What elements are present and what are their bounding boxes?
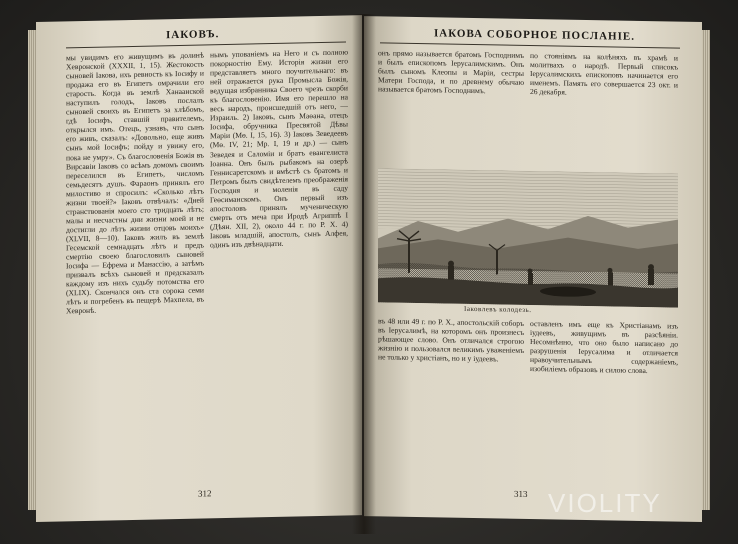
engraving-image: [378, 168, 678, 307]
right-column-3-text: въ 48 или 49 г. по Р. Х., апостольскій соборъ въ Іерусалимѣ, на которомъ онъ произнесъ рѣшающее слово. Онъ отличался строгою жизнію и пользовался великимъ уваженіемъ не только у христіанъ, но и у іудеевъ.: [378, 316, 524, 364]
engraving-caption: Іаковлевъ колодезь.: [464, 304, 532, 315]
left-header-rule: [66, 42, 346, 49]
right-page: [364, 16, 702, 522]
right-column-4: [530, 319, 678, 480]
right-column-2-text: по стояніямъ на колѣняхъ въ храмѣ и молитвахъ о народѣ. Первый списокъ Іерусалимскихъ епископовъ начинается его именемъ. Память его совершается 23 окт. и 26 декабря.: [530, 50, 678, 97]
left-column-2-text: нымъ упованіемъ на Него и съ полною покорностію Ему. Исторія жизни его представляетъ много поучительнаго: въ ней отражается рука Промысла Божія, ведущая избранника Своего чрезъ скорби къ благословенію. Имя его перешло на весь народъ, происшедшій отъ него, — Израиль. 2) Іаковъ, сынъ Маѳана, отецъ Іосифа, обручника Пресвятой Дѣвы Маріи (Мѳ. I, 15, 16). 3) Іаковъ Зеведеевъ (Мѳ. IV, 21; Мр. I, 19 и др.) — сынъ Зеведея и Саломіи и братъ евангелиста Іоанна. Онъ былъ рыбакомъ на озерѣ Геннисаретскомъ и вмѣстѣ съ братомъ и Петромъ былъ свидѣтелемъ преображенія Господня и моленія въ саду Геѳсиманскомъ. Онъ первый изъ апостоловъ принялъ мученическую смерть отъ меча при Иродѣ Агриппѣ I (Дѣян. XII, 2), около 44 г. по Р. Х. 4) Іаковъ младшій, апостолъ, сынъ Алфея, одинъ изъ двѣнадцати.: [210, 47, 348, 250]
right-column-1-text: онъ прямо называется братомъ Господнимъ и былъ епископомъ Іерусалимскимъ. Онъ былъ сыномъ Клеопы и Маріи, сестры Матери Господа, и по древнему обычаю называется братомъ Господнимъ.: [378, 48, 524, 96]
left-page: [36, 15, 362, 522]
right-column-3: [378, 316, 524, 477]
landscape-engraving: [378, 168, 678, 307]
book-gutter-shadow: [352, 14, 376, 534]
right-page-number: 313: [514, 488, 528, 499]
right-column-2: [530, 51, 678, 172]
right-column-1: [378, 48, 524, 169]
right-header-rule: [380, 42, 680, 48]
right-page-header: ІАКОВА СОБОРНОЕ ПОСЛАНІЕ.: [434, 27, 635, 43]
left-column-1: [66, 50, 204, 473]
watermark: VIOLITY: [548, 488, 662, 518]
left-page-number: 312: [198, 488, 212, 499]
right-column-4-text: оставленъ имъ еще къ Христіанамъ изъ іудеевъ, живущимъ въ разсѣяніи. Несомнѣнно, что оно было написано до разрушенія Іерусалима и отличается нравоучительнымъ содержаніемъ, изобиліемъ образовъ и силою слова.: [530, 318, 678, 376]
left-page-header: ІАКОВЪ.: [166, 28, 220, 42]
left-column-2: [210, 47, 348, 470]
left-column-1-text: мы увидимъ его живущимъ въ долинѣ Хевронской (XXXII, 1, 15). Жестокость сыновей Іакова, ихъ ревность къ Іосифу и продажа его въ Египетъ омрачили его старость. Когда въ землѣ Ханаанской наступилъ голодъ, Іаковъ послалъ сыновей своихъ въ Египетъ за хлѣбомъ, гдѣ Іосифъ, ставшій правителемъ, открылся имъ. Отецъ, узнавъ, что сынъ его живъ, сказалъ: «Довольно, еще живъ сынъ мой Іосифъ; пойду и увижу его, пока не умру». Съ благословенія Божія въ Вирсавіи Іаковъ со всѣмъ домомъ своимъ переселился въ Египетъ, числомъ семьдесятъ душъ. Фараонъ принялъ его милостиво и спросилъ: «Сколько лѣтъ жизни твоей?» Іаковъ отвѣчалъ: «Дней странствованія моего сто тридцать лѣтъ; малы и несчастны дни жизни моей и не достигли до лѣтъ жизни отцовъ моихъ» (XLVII, 8—10). Іаковъ жилъ въ землѣ Гесемской семнадцать лѣтъ и предъ смертію своею благословилъ сыновей Іосифа — Ефрема и Манассію, а затѣмъ призвалъ всѣхъ сыновей и предсказалъ каждому изъ нихъ судьбу потомства его (XLIX). Скончался онъ ста сорока семи лѣтъ и погребенъ въ пещерѣ Махпела, въ Хевронѣ.: [66, 50, 204, 316]
